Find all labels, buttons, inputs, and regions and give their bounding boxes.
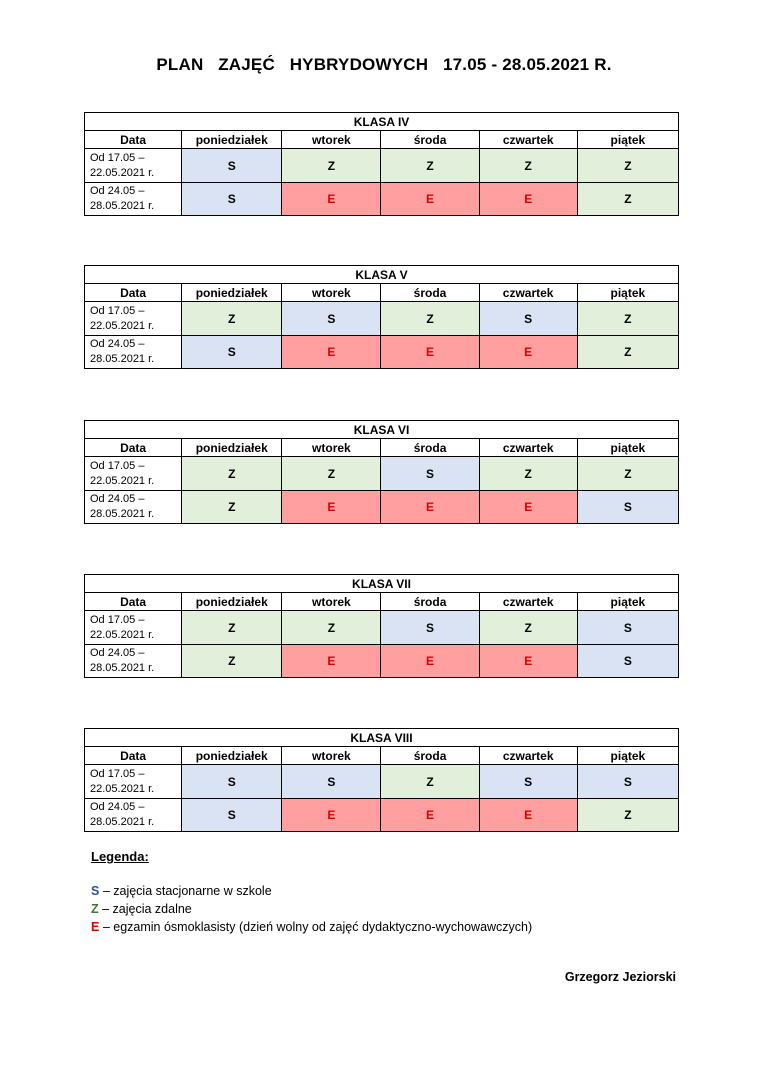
legend-key: E bbox=[91, 920, 100, 934]
schedule-cell: E bbox=[282, 491, 381, 524]
schedule-cell: Z bbox=[182, 645, 282, 678]
table-row bbox=[85, 457, 679, 491]
legend-text: – zajęcia zdalne bbox=[98, 902, 192, 916]
legend-key: Z bbox=[91, 902, 99, 916]
column-header-day: czwartek bbox=[479, 439, 577, 457]
date-range bbox=[85, 611, 182, 645]
date-range-start: Od 24.05 – bbox=[90, 493, 145, 505]
date-range-end: 22.05.2021 r. bbox=[90, 628, 155, 641]
date-range bbox=[85, 149, 182, 183]
column-header-day: środa bbox=[381, 439, 479, 457]
class-table bbox=[84, 420, 679, 524]
column-header-day: poniedziałek bbox=[182, 747, 282, 765]
column-header-day: wtorek bbox=[282, 284, 381, 302]
class-name: KLASA VIII bbox=[85, 729, 679, 747]
column-header-day: wtorek bbox=[282, 593, 381, 611]
author-signature: Grzegorz Jeziorski bbox=[564, 970, 676, 984]
schedule-cell: Z bbox=[577, 302, 678, 336]
column-header-date: Data bbox=[85, 284, 182, 302]
schedule-cell: S bbox=[282, 302, 381, 336]
date-range-end: 28.05.2021 r. bbox=[90, 353, 155, 365]
column-header-day: piątek bbox=[577, 593, 678, 611]
column-header-day: wtorek bbox=[282, 747, 381, 765]
column-header-date: Data bbox=[85, 131, 182, 149]
column-header-day: poniedziałek bbox=[182, 131, 282, 149]
date-range-end: 22.05.2021 r. bbox=[90, 166, 155, 179]
schedule-cell: E bbox=[282, 799, 381, 832]
column-header-day: poniedziałek bbox=[182, 593, 282, 611]
table-row bbox=[85, 183, 679, 216]
column-header-day: poniedziałek bbox=[182, 439, 282, 457]
schedule-cell: E bbox=[282, 645, 381, 678]
column-header-day: wtorek bbox=[282, 131, 381, 149]
schedule-cell: E bbox=[479, 491, 577, 524]
date-range bbox=[85, 183, 182, 216]
date-range bbox=[85, 302, 182, 336]
table-row bbox=[85, 149, 679, 183]
date-range-start: Od 17.05 – bbox=[90, 459, 145, 472]
schedule-cell: S bbox=[182, 149, 282, 183]
schedule-cell: E bbox=[479, 799, 577, 832]
schedule-cell: Z bbox=[479, 457, 577, 491]
schedule-cell: S bbox=[479, 302, 577, 336]
class-table bbox=[84, 728, 679, 832]
page-title: PLAN ZAJĘĆ HYBRYDOWYCH 17.05 - 28.05.2021 R. bbox=[156, 55, 612, 74]
schedule-cell: E bbox=[282, 183, 381, 216]
date-range-start: Od 17.05 – bbox=[90, 151, 145, 164]
date-range-end: 22.05.2021 r. bbox=[90, 319, 155, 332]
date-range-end: 22.05.2021 r. bbox=[90, 782, 155, 795]
schedule-cell: Z bbox=[182, 457, 282, 491]
date-range-start: Od 17.05 – bbox=[90, 767, 145, 780]
schedule-cell: Z bbox=[577, 336, 678, 369]
date-range-start: Od 24.05 – bbox=[90, 647, 145, 659]
schedule-cell: S bbox=[577, 645, 678, 678]
column-header-day: środa bbox=[381, 131, 479, 149]
schedule-cell: E bbox=[282, 336, 381, 369]
schedule-cell: Z bbox=[577, 457, 678, 491]
column-header-day: poniedziałek bbox=[182, 284, 282, 302]
class-name: KLASA VII bbox=[85, 575, 679, 593]
class-name: KLASA IV bbox=[85, 113, 679, 131]
column-header-day: środa bbox=[381, 284, 479, 302]
schedule-cell: S bbox=[282, 765, 381, 799]
table-row bbox=[85, 336, 679, 369]
schedule-cell: Z bbox=[479, 149, 577, 183]
legend-text: – egzamin ósmoklasisty (dzień wolny od zajęć dydaktyczno-wychowawczych) bbox=[99, 920, 533, 934]
schedule-cell: S bbox=[577, 491, 678, 524]
legend-text: – zajęcia stacjonarne w szkole bbox=[99, 884, 272, 898]
date-range bbox=[85, 765, 182, 799]
schedule-cell: Z bbox=[381, 765, 479, 799]
class-name: KLASA V bbox=[85, 266, 679, 284]
date-range-start: Od 24.05 – bbox=[90, 185, 145, 197]
schedule-cell: Z bbox=[282, 149, 381, 183]
schedule-cell: E bbox=[479, 183, 577, 216]
schedule-cell: S bbox=[577, 611, 678, 645]
schedule-cell: S bbox=[577, 765, 678, 799]
date-range-end: 28.05.2021 r. bbox=[90, 662, 155, 674]
column-header-day: piątek bbox=[577, 131, 678, 149]
schedule-cell: E bbox=[381, 336, 479, 369]
schedule-cell: Z bbox=[577, 799, 678, 832]
legend-title: Legenda: bbox=[91, 849, 149, 864]
column-header-day: piątek bbox=[577, 439, 678, 457]
legend-item bbox=[91, 884, 272, 898]
table-row bbox=[85, 765, 679, 799]
column-header-day: środa bbox=[381, 593, 479, 611]
schedule-cell: E bbox=[381, 799, 479, 832]
date-range bbox=[85, 645, 182, 678]
schedule-cell: Z bbox=[182, 611, 282, 645]
class-table bbox=[84, 265, 679, 369]
class-table bbox=[84, 112, 679, 216]
column-header-day: czwartek bbox=[479, 131, 577, 149]
column-header-date: Data bbox=[85, 747, 182, 765]
date-range bbox=[85, 491, 182, 524]
schedule-cell: Z bbox=[479, 611, 577, 645]
table-row bbox=[85, 799, 679, 832]
schedule-cell: Z bbox=[381, 302, 479, 336]
legend-item bbox=[91, 902, 192, 916]
column-header-day: wtorek bbox=[282, 439, 381, 457]
column-header-date: Data bbox=[85, 593, 182, 611]
table-row bbox=[85, 302, 679, 336]
column-header-day: piątek bbox=[577, 747, 678, 765]
schedule-cell: E bbox=[479, 336, 577, 369]
schedule-cell: E bbox=[381, 491, 479, 524]
date-range bbox=[85, 457, 182, 491]
schedule-cell: S bbox=[182, 183, 282, 216]
date-range-start: Od 17.05 – bbox=[90, 304, 145, 317]
date-range-start: Od 24.05 – bbox=[90, 338, 145, 350]
schedule-cell: E bbox=[479, 645, 577, 678]
class-table bbox=[84, 574, 679, 678]
date-range-end: 28.05.2021 r. bbox=[90, 816, 155, 828]
schedule-cell: Z bbox=[282, 457, 381, 491]
date-range-start: Od 24.05 – bbox=[90, 801, 145, 813]
schedule-cell: S bbox=[381, 611, 479, 645]
table-row bbox=[85, 645, 679, 678]
legend-item bbox=[91, 920, 532, 934]
column-header-day: czwartek bbox=[479, 284, 577, 302]
schedule-cell: E bbox=[381, 183, 479, 216]
schedule-cell: S bbox=[182, 799, 282, 832]
column-header-day: środa bbox=[381, 747, 479, 765]
column-header-day: piątek bbox=[577, 284, 678, 302]
schedule-cell: E bbox=[381, 645, 479, 678]
schedule-cell: Z bbox=[381, 149, 479, 183]
date-range-end: 28.05.2021 r. bbox=[90, 508, 155, 520]
legend-key: S bbox=[91, 884, 100, 898]
column-header-day: czwartek bbox=[479, 593, 577, 611]
date-range-end: 22.05.2021 r. bbox=[90, 474, 155, 487]
column-header-date: Data bbox=[85, 439, 182, 457]
schedule-cell: S bbox=[381, 457, 479, 491]
schedule-cell: Z bbox=[282, 611, 381, 645]
table-row bbox=[85, 491, 679, 524]
schedule-cell: Z bbox=[182, 302, 282, 336]
schedule-cell: S bbox=[182, 765, 282, 799]
table-row bbox=[85, 611, 679, 645]
schedule-cell: S bbox=[479, 765, 577, 799]
schedule-cell: S bbox=[182, 336, 282, 369]
schedule-cell: Z bbox=[182, 491, 282, 524]
date-range bbox=[85, 799, 182, 832]
class-name: KLASA VI bbox=[85, 421, 679, 439]
schedule-cell: Z bbox=[577, 149, 678, 183]
date-range-end: 28.05.2021 r. bbox=[90, 200, 155, 212]
date-range bbox=[85, 336, 182, 369]
schedule-cell: Z bbox=[577, 183, 678, 216]
date-range-start: Od 17.05 – bbox=[90, 613, 145, 626]
column-header-day: czwartek bbox=[479, 747, 577, 765]
